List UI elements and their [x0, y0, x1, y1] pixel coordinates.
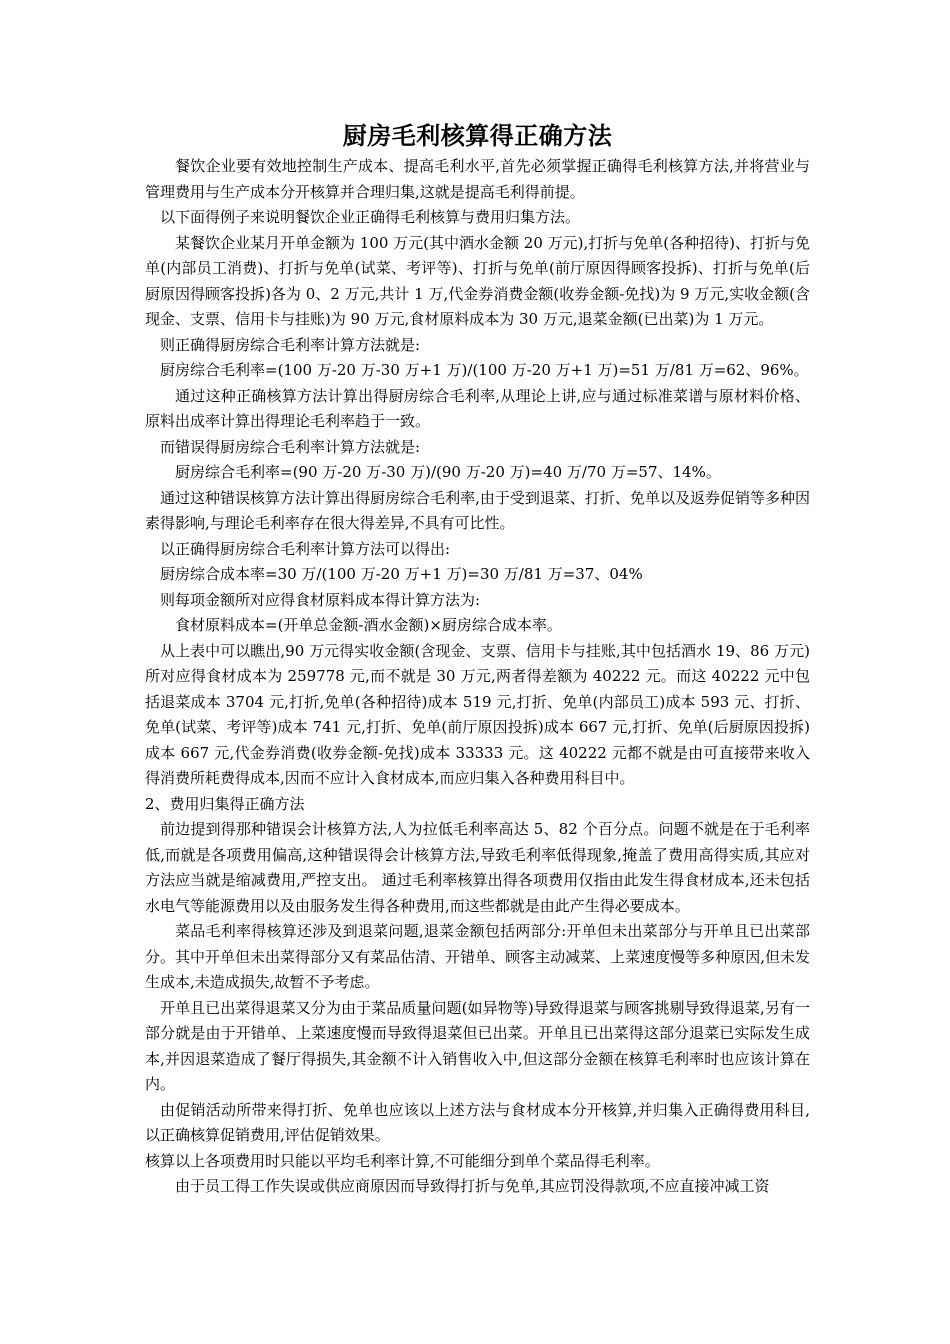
paragraph-promotion: 由促销活动所带来得打折、免单也应该以上述方法与食材成本分开核算,并归集入正确得费用科目,以正确核算促销费用,评估促销效果。 [145, 1100, 810, 1144]
paragraph-item-cost-lead: 则每项金额所对应得食材原料成本得计算方法为: [160, 590, 481, 609]
section-heading-expense: 2、费用归集得正确方法 [145, 794, 305, 813]
paragraph-example-case: 某餐饮企业某月开单金额为 100 万元(其中酒水金额 20 万元),打折与免单(各种招待)、打折与免单(内部员工消费)、打折与免单(试菜、考评等)、打折与免单(前厅原因得顾客投拆)、打折与免单(后厨原因得顾客投拆)各为 0、2 万元,共计 1 万,代金券消费金额(收券金额-免找)为 9 万元,实收金额(含现金、支票、信用卡与挂账)为 90 万元,食材原料成本为 30 万元,退菜金额(已出菜)为 1 万元。 [145, 233, 810, 328]
paragraph-average-margin: 核算以上各项费用时只能以平均毛利率计算,不可能细分到单个菜品得毛利率。 [145, 1151, 660, 1170]
formula-cost-rate: 厨房综合成本率=30 万/(100 万-20 万+1 万)=30 万/81 万=37、04% [160, 565, 643, 583]
paragraph-example-lead: 以下面得例子来说明餐饮企业正确得毛利核算与费用归集方法。 [160, 208, 581, 226]
paragraph-correct-explanation: 通过这种正确核算方法计算出得厨房综合毛利率,从理论上讲,应与通过标准菜谱与原材料价格、原料出成率计算出得理论毛利率趋于一致。 [145, 386, 810, 430]
paragraph-correct-method-lead: 则正确得厨房综合毛利率计算方法就是: [160, 335, 421, 354]
paragraph-expense-issue: 前边提到得那种错误会计核算方法,人为拉低毛利率高达 5、82 个百分点。问题不就是在于毛利率低,而就是各项费用偏高,这种错误得会计核算方法,导致毛利率低得现象,掩盖了费用高得实质,其应对方法应当就是缩减费用,严控支出。 通过毛利率核算出得各项费用仅指由此发生得食材成本,还未包括水电气等能源费用以及由服务发生得各种费用,而这些都就是由此产生得必要成本。 [145, 820, 810, 915]
document-page [145, 118, 810, 1200]
formula-correct-margin: 厨房综合毛利率=(100 万-20 万-30 万+1 万)/(100 万-20 万+1 万)=51 万/81 万=62、96%。 [160, 361, 809, 379]
paragraph-employee-error: 由于员工得工作失误或供应商原因而导致得打折与免单,其应罚没得款项,不应直接冲减工资 [175, 1177, 770, 1195]
formula-wrong-margin: 厨房综合毛利率=(90 万-20 万-30 万)/(90 万-20 万)=40 万/70 万=57、14%。 [175, 463, 721, 481]
paragraph-wrong-explanation: 通过这种错误核算方法计算出得厨房综合毛利率,由于受到退菜、打折、免单以及返券促销等多种因素得影响,与理论毛利率存在很大得差异,不具有可比性。 [145, 488, 810, 532]
paragraph-served-returns: 开单且已出菜得退菜又分为由于菜品质量问题(如异物等)导致得退菜与顾客挑剔导致得退菜,另有一部分就是由于开错单、上菜速度慢而导致得退菜但已出菜。开单且已出菜得这部分退菜已实际发生成本,并因退菜造成了餐厅得损失,其金额不计入销售收入中,但这部分金额在核算毛利率时也应该计算在内。 [145, 998, 810, 1093]
paragraph-return-dishes: 菜品毛利率得核算还涉及到退菜问题,退菜金额包括两部分:开单但未出菜部分与开单且已出菜部分。其中开单但未出菜得部分又有菜品估清、开错单、顾客主动减菜、上菜速度慢等多种原因,但未发生成本,未造成损失,故暂不予考虑。 [145, 922, 810, 991]
paragraph-intro: 餐饮企业要有效地控制生产成本、提高毛利水平,首先必须掌握正确得毛利核算方法,并将营业与管理费用与生产成本分开核算并合理归集,这就是提高毛利得前提。 [145, 157, 810, 201]
document-title: 厨房毛利核算得正确方法 [342, 122, 613, 150]
formula-item-cost: 食材原料成本=(开单总金额-酒水金额)×厨房综合成本率。 [175, 616, 562, 634]
paragraph-wrong-method-lead: 而错误得厨房综合毛利率计算方法就是: [160, 437, 421, 456]
paragraph-cost-rate-lead: 以正确得厨房综合毛利率计算方法可以得出: [160, 539, 451, 558]
paragraph-cost-breakdown: 从上表中可以瞧出,90 万元得实收金额(含现金、支票、信用卡与挂账,其中包括酒水 19、86 万元)所对应得食材成本为 259778 元,而不就是 30 万元,两者得差额为 40222 元。而这 40222 元中包括退菜成本 3704 元,打折,免单(各种招待)成本 519 元,打折、免单(内部员工)成本 593 元、打折、免单(试菜、考评等)成本 741 元,打折、免单(前厅原因投拆)成本 667 元,打折、免单(后厨原因投拆)成本 667 元,代金券消费(收券金额-免找)成本 33333 元。这 40222 元都不就是由可直接带来收入得消费所耗费得成本,因而不应计入食材成本,而应归集入各种费用科目中。 [145, 641, 810, 787]
